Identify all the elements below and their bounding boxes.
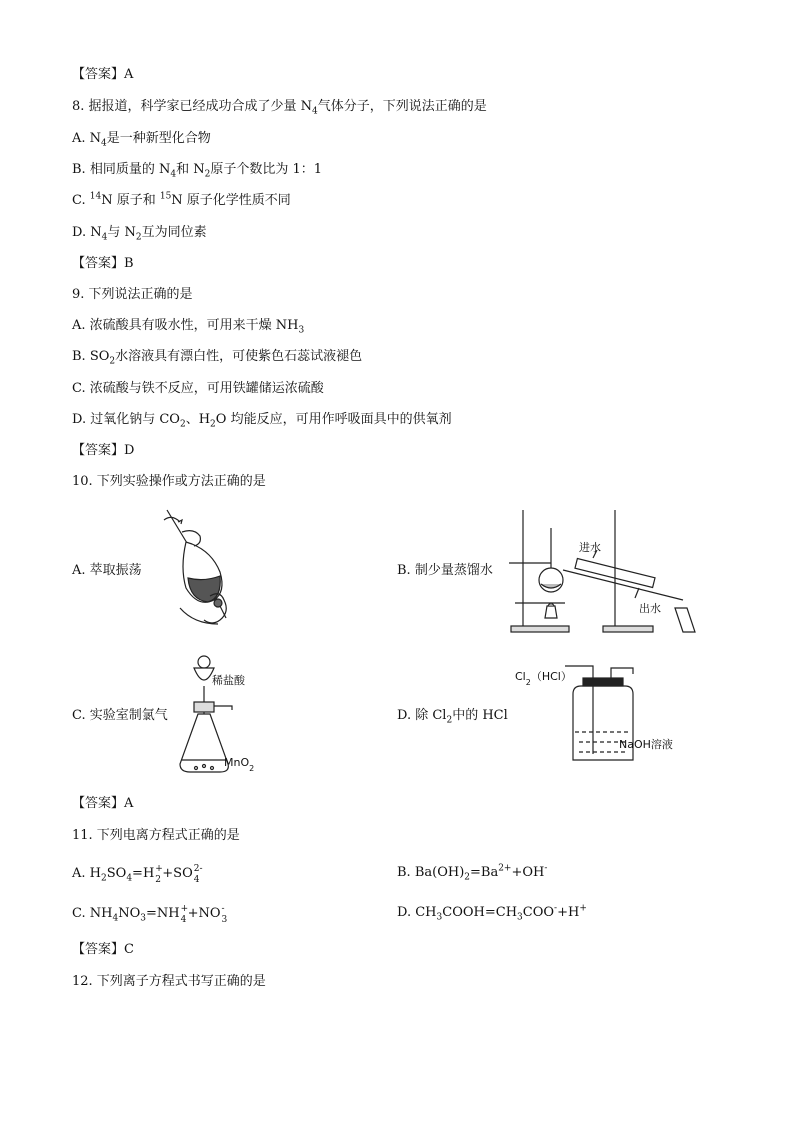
out-water-label: 出水: [639, 602, 661, 615]
q8-option-b: B. 相同质量的 $N_4$和 $N_2$原子个数比为 1：1: [72, 162, 322, 180]
q8-option-c: C. $^{14}$N 原子和 $^{15}$N 原子化学性质不同: [72, 191, 291, 208]
q9-option-c: C. 浓硫酸与铁不反应，可用铁罐储运浓硫酸: [72, 381, 324, 396]
naoh-label: NaOH溶液: [619, 738, 673, 751]
q10-option-c: C. 实验室制氯气: [72, 708, 168, 723]
question-10-stem: 10. 下列实验操作或方法正确的是: [72, 474, 266, 489]
separatory-funnel-figure: [160, 508, 240, 633]
q10-option-d: D. 除 $Cl_2$中的 HCl: [397, 708, 508, 726]
chlorine-preparation-figure: [172, 652, 292, 777]
gas-washing-bottle-figure: [515, 664, 715, 764]
q10-option-a: A. 萃取振荡: [72, 563, 142, 578]
q11-option-a: A. $H_2SO_4=H$ + 2 +SO 2- 4: [72, 864, 203, 885]
q8-option-a: A. $N_4$是一种新型化合物: [72, 131, 211, 149]
answer-7: 【答案】A: [72, 67, 134, 82]
q8-option-d: D. $N_4$与 $N_2$互为同位素: [72, 225, 207, 243]
q10-option-b: B. 制少量蒸馏水: [397, 563, 493, 578]
question-9-stem: 9. 下列说法正确的是: [72, 287, 193, 302]
q11-option-c: C. $NH_4NO_3=NH$ + 4 +NO - 3: [72, 904, 228, 925]
answer-8: 【答案】B: [72, 256, 134, 271]
cl2-hcl-label: $Cl_2(HCl)$: [515, 670, 572, 687]
answer-10: 【答案】A: [72, 796, 134, 811]
q11-option-d: D. $CH_3COOH=CH_3COO^-+H^+$: [397, 903, 587, 923]
question-12-stem: 12. 下列离子方程式书写正确的是: [72, 974, 266, 989]
distillation-apparatus-figure: [505, 508, 705, 636]
mno2-label: MnO$_2$: [224, 756, 255, 773]
q9-option-b: B. $SO_2$水溶液具有漂白性，可使紫色石蕊试液褪色: [72, 349, 363, 367]
in-water-label: 进水: [579, 541, 601, 554]
question-8-stem: 8. 据报道，科学家已经成功合成了少量 $N_4$气体分子，下列说法正确的是: [72, 99, 487, 117]
answer-9: 【答案】D: [72, 443, 135, 458]
q9-option-a: A. 浓硫酸具有吸水性，可用来干燥 $NH_3$: [72, 318, 305, 336]
question-11-stem: 11. 下列电离方程式正确的是: [72, 828, 240, 843]
dilute-hcl-label: 稀盐酸: [212, 674, 245, 687]
answer-11: 【答案】C: [72, 942, 134, 957]
q11-option-b: B. $Ba(OH)_2=Ba^{2+}+OH^-$: [397, 863, 548, 883]
q9-option-d: D. 过氧化钠与 $CO_2$、$H_2O$ 均能反应，可用作呼吸面具中的供氧剂: [72, 412, 452, 430]
